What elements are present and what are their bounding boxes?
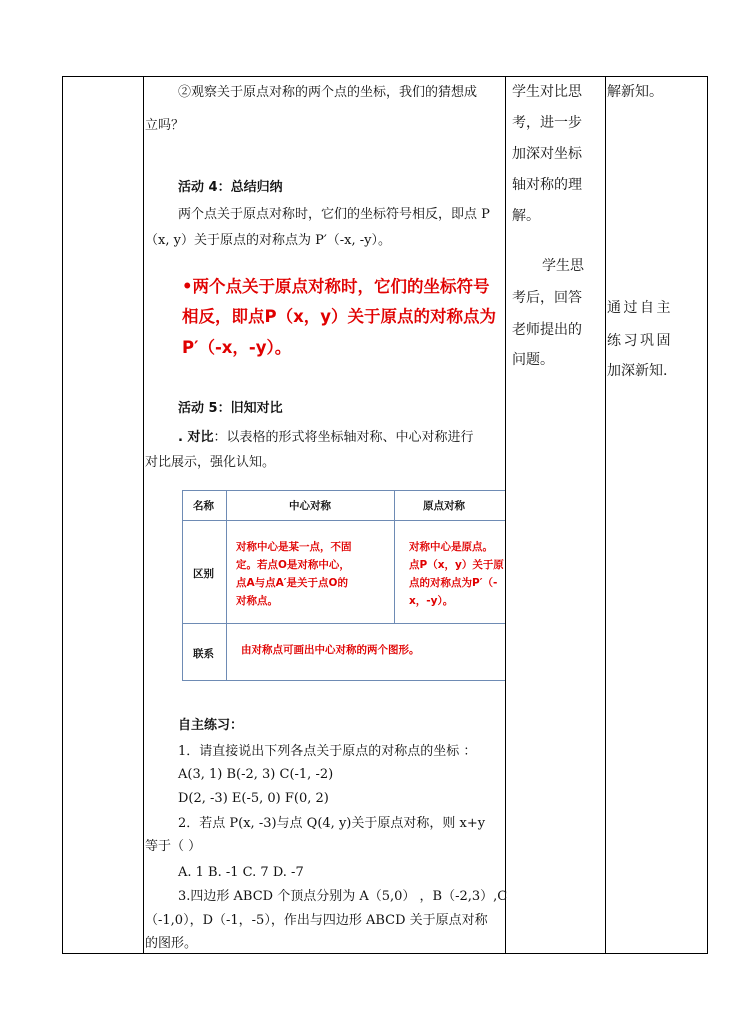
compare-label: . 对比 [178,430,214,445]
activity-5-line-1 [178,430,473,446]
student-note-line: 考，进一步 [512,115,582,131]
table-divider [394,491,395,623]
column-divider [605,77,606,953]
practice-3-line-2: （-1,0），D（-1，-5），作出与四边形 ABCD 关于原点对称 [145,913,488,928]
student-note-line: 问题。 [512,352,554,368]
connection-text: 由对称点可画出中心对称的两个图形。 [241,644,420,656]
practice-1-line-2: A(3, 1) B(-2, 3) C(-1, -2) [178,767,334,782]
practice-1-line-1: 1．请直接说出下列各点关于原点的对称点的坐标 ： [178,744,477,759]
column-divider [505,77,506,953]
header-center-symmetry: 中心对称 [289,500,331,512]
highlight-line-2: 相反，即点P（x，y）关于原点的对称点为 [182,307,496,326]
student-note-line: 解。 [512,208,540,224]
practice-3-line-3: 的图形。 [145,936,198,951]
activity-4-line-1: 两个点关于原点对称时，它们的坐标符号相反，即点 P [178,207,490,222]
student-note-line: 加深对坐标 [512,146,582,162]
header-origin-symmetry: 原点对称 [423,500,465,512]
table-divider [183,520,505,521]
center-difference-line-1: 对称中心是某一点，不固 [236,541,352,553]
highlight-line-3: P′（-x，-y）。 [182,338,292,357]
student-note-line: 轴对称的理 [512,177,582,193]
center-difference-line-3: 点A与点A′是关于点O的 [236,577,348,589]
origin-difference-line-4: x，-y）。 [409,595,454,607]
activity-5-title: 活动 5：旧知对比 [178,401,283,416]
origin-difference-line-3: 点的对称点为P′（- [409,577,498,589]
origin-difference-line-2: 点P（x，y）关于原 [409,559,504,571]
center-difference-line-4: 对称点。 [236,595,278,607]
student-note-line: 考后，回答 [512,290,582,306]
highlight-line-1: •两个点关于原点对称时，它们的坐标符号 [182,277,490,296]
practice-2-options: A. 1 B. -1 C. 7 D. -7 [178,865,304,880]
practice-2-line-2: 等于（ ） [145,839,202,854]
practice-2-line-1: 2．若点 P(x, -3)与点 Q(4, y)关于原点对称，则 x+y [178,816,486,831]
origin-difference-line-1: 对称中心是原点。 [409,541,493,553]
intent-note-line: 解新知。 [607,84,663,100]
intent-note-line: 通过自主 [607,300,673,316]
activity-5-line-2: 对比展示，强化认知。 [145,455,276,470]
activity-4-title: 活动 4：总结归纳 [178,180,283,195]
practice-title: 自主练习： [178,718,244,733]
intent-note-line: 练习巩固 [607,333,673,349]
question-2-line-2: 立吗？ [145,118,185,133]
row-label-connection: 联系 [193,648,214,660]
table-divider [183,623,505,624]
compare-text: ：以表格的形式将坐标轴对称、中心对称进行 [213,430,474,445]
student-note-line: 学生思 [542,258,584,274]
student-note-line: 老师提出的 [512,322,582,338]
header-name: 名称 [193,500,214,512]
column-divider [143,77,144,953]
practice-1-line-3: D(2, -3) E(-5, 0) F(0, 2) [178,791,329,806]
student-note-line: 学生对比思 [512,84,582,100]
practice-3-line-1: 3.四边形 ABCD 个顶点分别为 A（5,0） ，B（-2,3）,C [178,889,508,904]
question-2-line-1: ②观察关于原点对称的两个点的坐标，我们的猜想成 [178,85,478,100]
row-label-difference: 区别 [193,568,214,580]
activity-4-line-2: （x, y）关于原点的对称点为 P′（-x, -y）。 [145,233,391,248]
center-difference-line-2: 定。若点O是对称中心， [236,559,350,571]
intent-note-line: 加深新知. [607,363,668,379]
comparison-table [182,490,505,681]
